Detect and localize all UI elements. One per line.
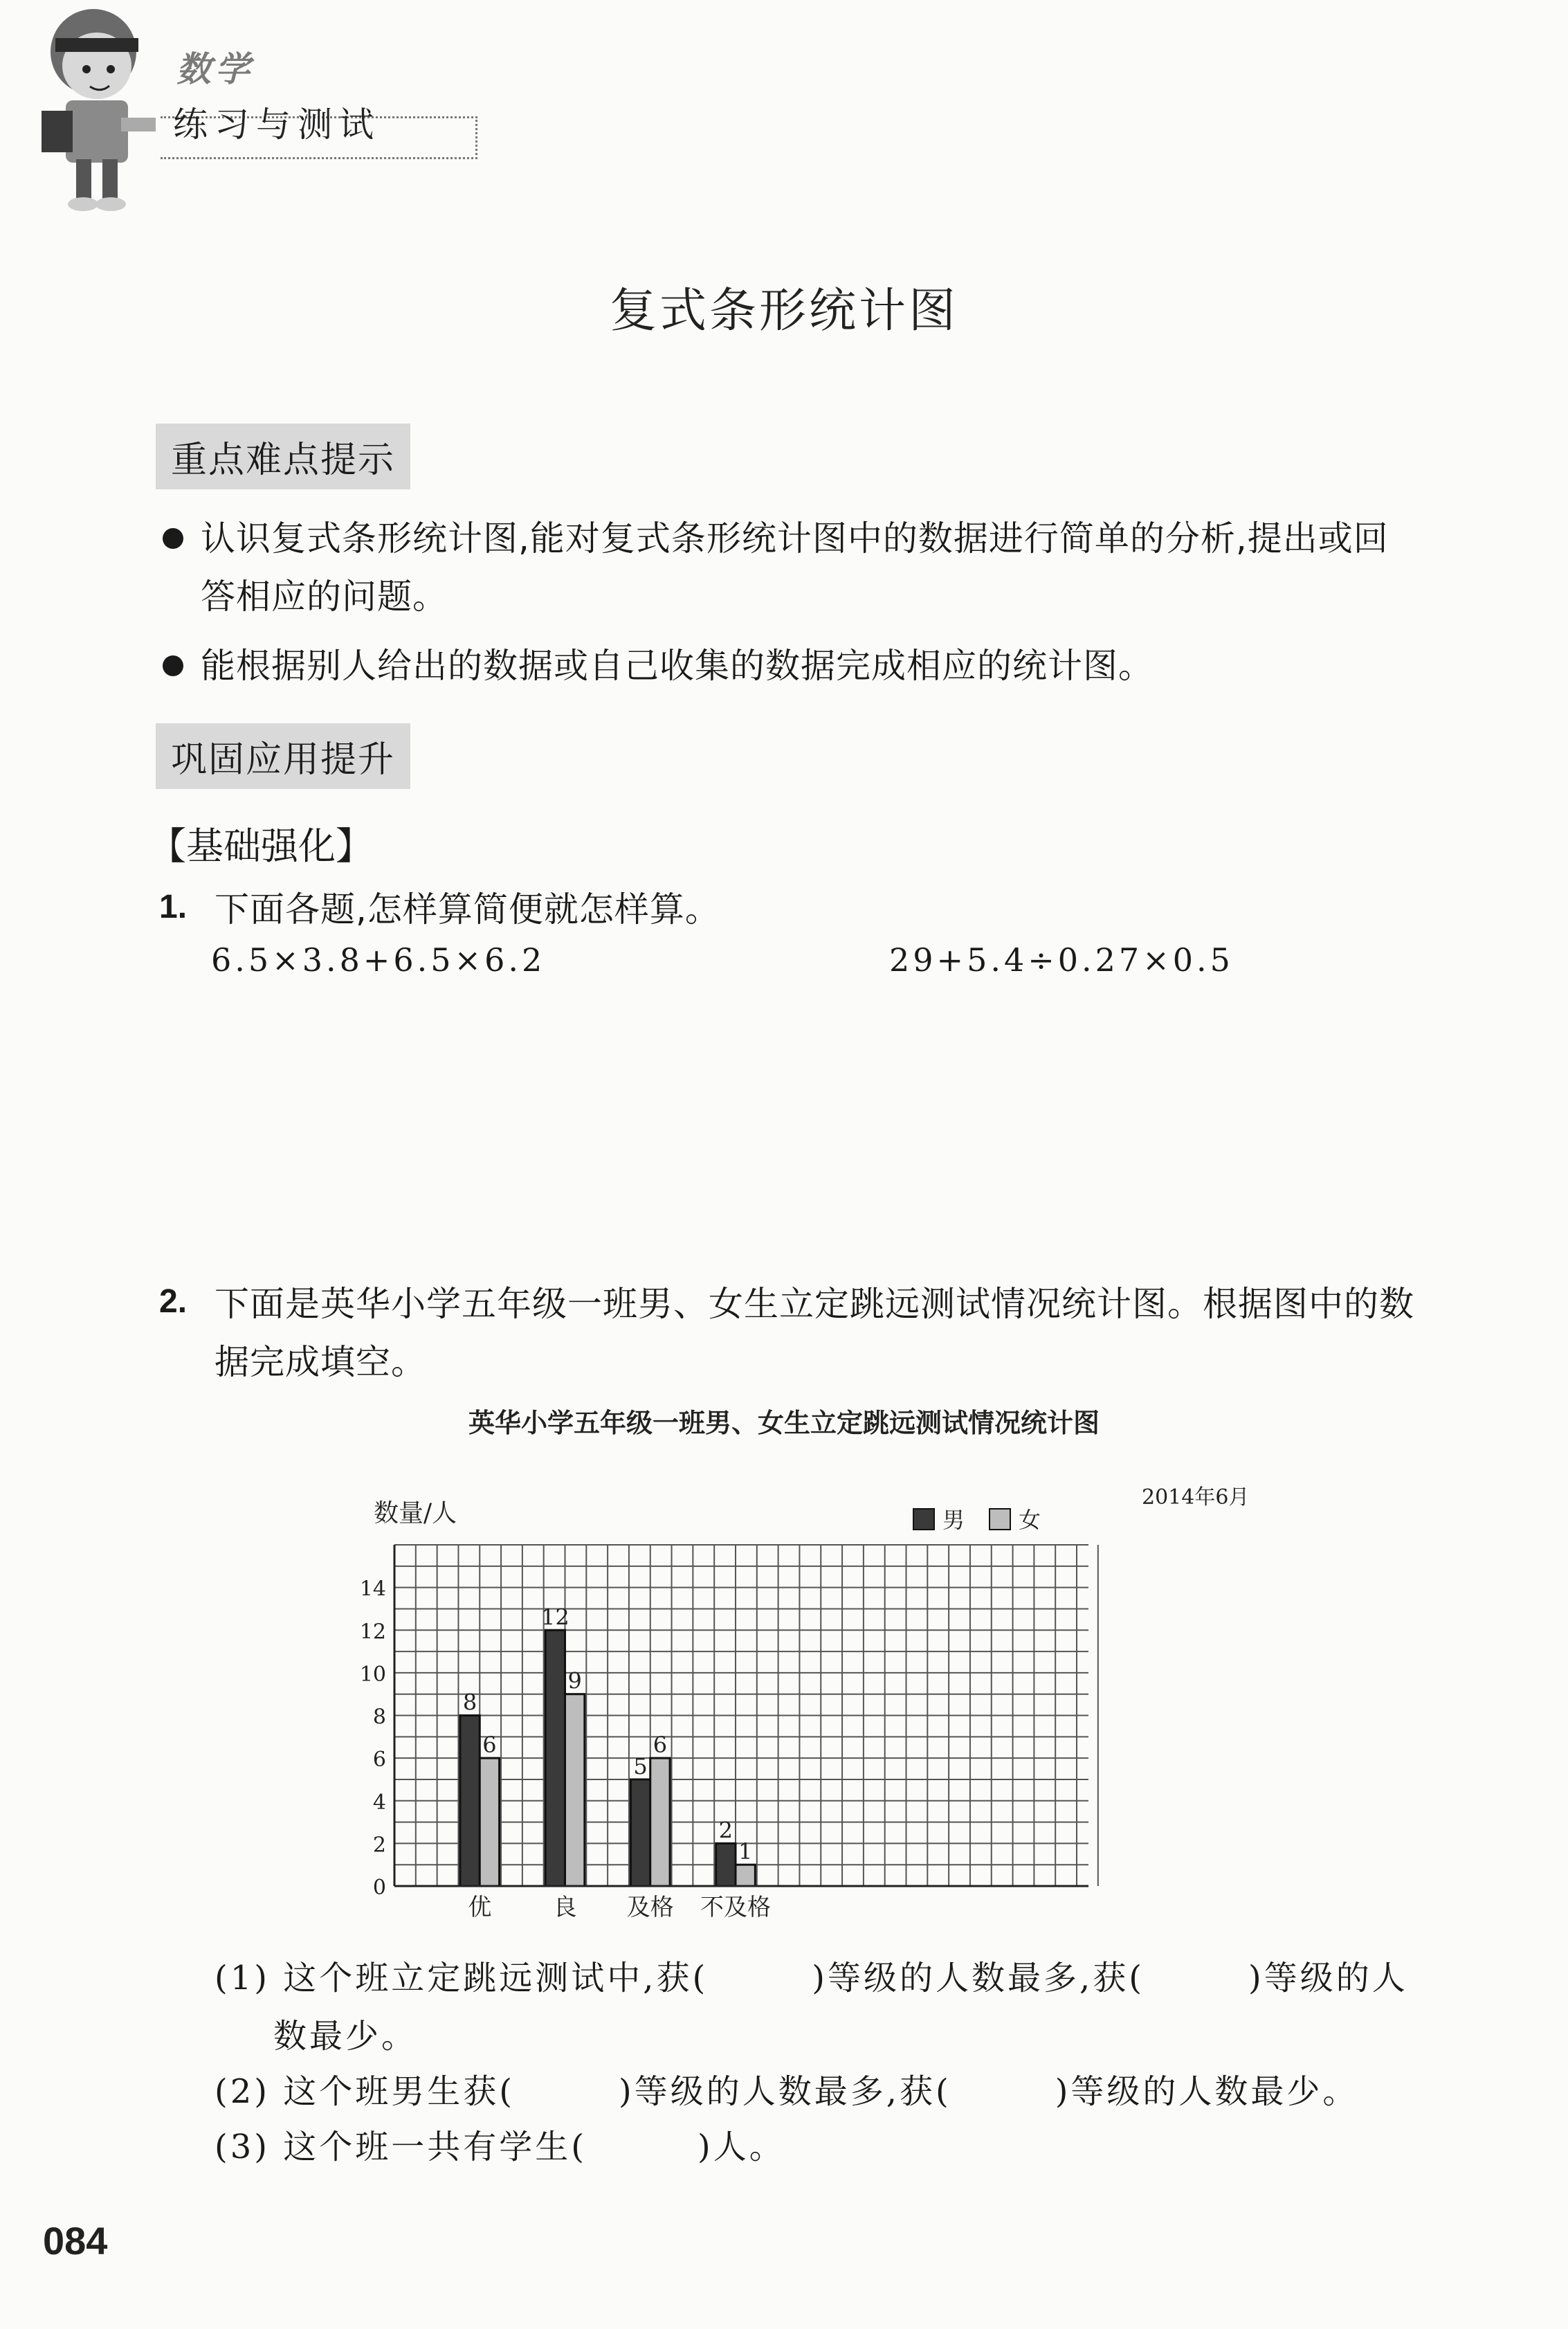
sub-question-text: )人。 [697,2128,785,2166]
category-label: 优 [468,1894,492,1921]
bar [460,1716,480,1887]
data-label: 5 [633,1752,648,1779]
bar [630,1779,650,1886]
y-tick-label: 4 [372,1790,386,1815]
sub-heading: 【基础强化】 [149,824,373,868]
data-label: 6 [482,1732,497,1759]
y-tick-label: 10 [359,1662,386,1687]
bar [736,1865,755,1886]
y-tick-label: 8 [372,1705,386,1730]
question-text: 下面各题,怎样算简便就怎样算。 [215,889,720,930]
y-tick-label: 12 [359,1620,386,1644]
y-axis-label: 数量/人 [374,1499,457,1528]
sub-question-text: (1) 这个班立定跳远测试中,获( [215,1959,709,1997]
sub-question-text: (2) 这个班男生获( [215,2072,515,2111]
data-label: 9 [567,1667,582,1694]
page-title: 复式条形统计图 [609,284,958,338]
key-points-heading: 重点难点提示 [156,424,410,489]
sub-question-2 [215,2064,1358,2119]
sub-question-text: )等级的人数最多,获( [618,2072,951,2111]
data-label: 12 [540,1604,569,1631]
bullet-text: 能根据别人给出的数据或自己收集的数据完成相应的统计图。 [201,646,1154,686]
sub-question-3 [215,2119,785,2175]
data-label: 6 [653,1732,668,1759]
sub-question-1 [215,1950,1408,2006]
bar-chart [346,1495,1121,1924]
legend-swatch [990,1509,1010,1530]
book-series: 数学 [176,49,254,89]
data-label: 8 [462,1689,477,1716]
category-label: 不及格 [700,1894,771,1921]
legend-swatch [913,1509,934,1530]
category-label: 及格 [626,1894,674,1921]
sub-question-text: (3) 这个班一共有学生( [215,2128,587,2166]
chart-title: 英华小学五年级一班男、女生立定跳远测试情况统计图 [468,1408,1100,1438]
sub-question-text: )等级的人 [1248,1959,1408,1997]
y-tick-label: 14 [359,1577,386,1602]
y-tick-label: 6 [372,1748,386,1773]
expression: 29+5.4÷0.27×0.5 [889,941,1234,979]
question-text-continued: 据完成填空。 [215,1342,426,1382]
mascot-illustration [28,0,166,215]
bar [650,1758,670,1886]
sub-question-text: )等级的人数最多,获( [812,1959,1145,1997]
bullet-dot [163,528,183,549]
page-number: 084 [43,2219,108,2263]
practice-heading: 巩固应用提升 [156,723,410,789]
legend-label: 男 [942,1507,965,1533]
expression: 6.5×3.8+6.5×6.2 [211,941,546,979]
bar [480,1758,499,1886]
chart-date: 2014年6月 [1142,1485,1250,1510]
sub-question-1-continued: 数最少。 [273,2017,418,2056]
bullet-text: 认识复式条形统计图,能对复式条形统计图中的数据进行简单的分析,提出或回 [201,518,1389,559]
sub-question-text: )等级的人数最少。 [1055,2072,1359,2111]
bar [565,1694,585,1886]
data-label: 2 [718,1817,733,1844]
y-tick-label: 2 [372,1833,386,1858]
bullet-text-continued: 答相应的问题。 [201,577,448,617]
question-text: 下面是英华小学五年级一班男、女生立定跳远测试情况统计图。根据图中的数 [215,1284,1414,1324]
bar [716,1843,736,1886]
data-label: 1 [738,1838,753,1865]
bar [545,1630,565,1886]
question-number: 2. [159,1283,188,1320]
y-tick-label: 0 [372,1876,386,1900]
chart-legend [913,1507,1041,1533]
question-number: 1. [159,889,188,925]
legend-label: 女 [1019,1507,1041,1533]
category-label: 良 [553,1894,577,1921]
bullet-dot [163,655,183,676]
book-title: 练习与测试 [173,105,381,145]
